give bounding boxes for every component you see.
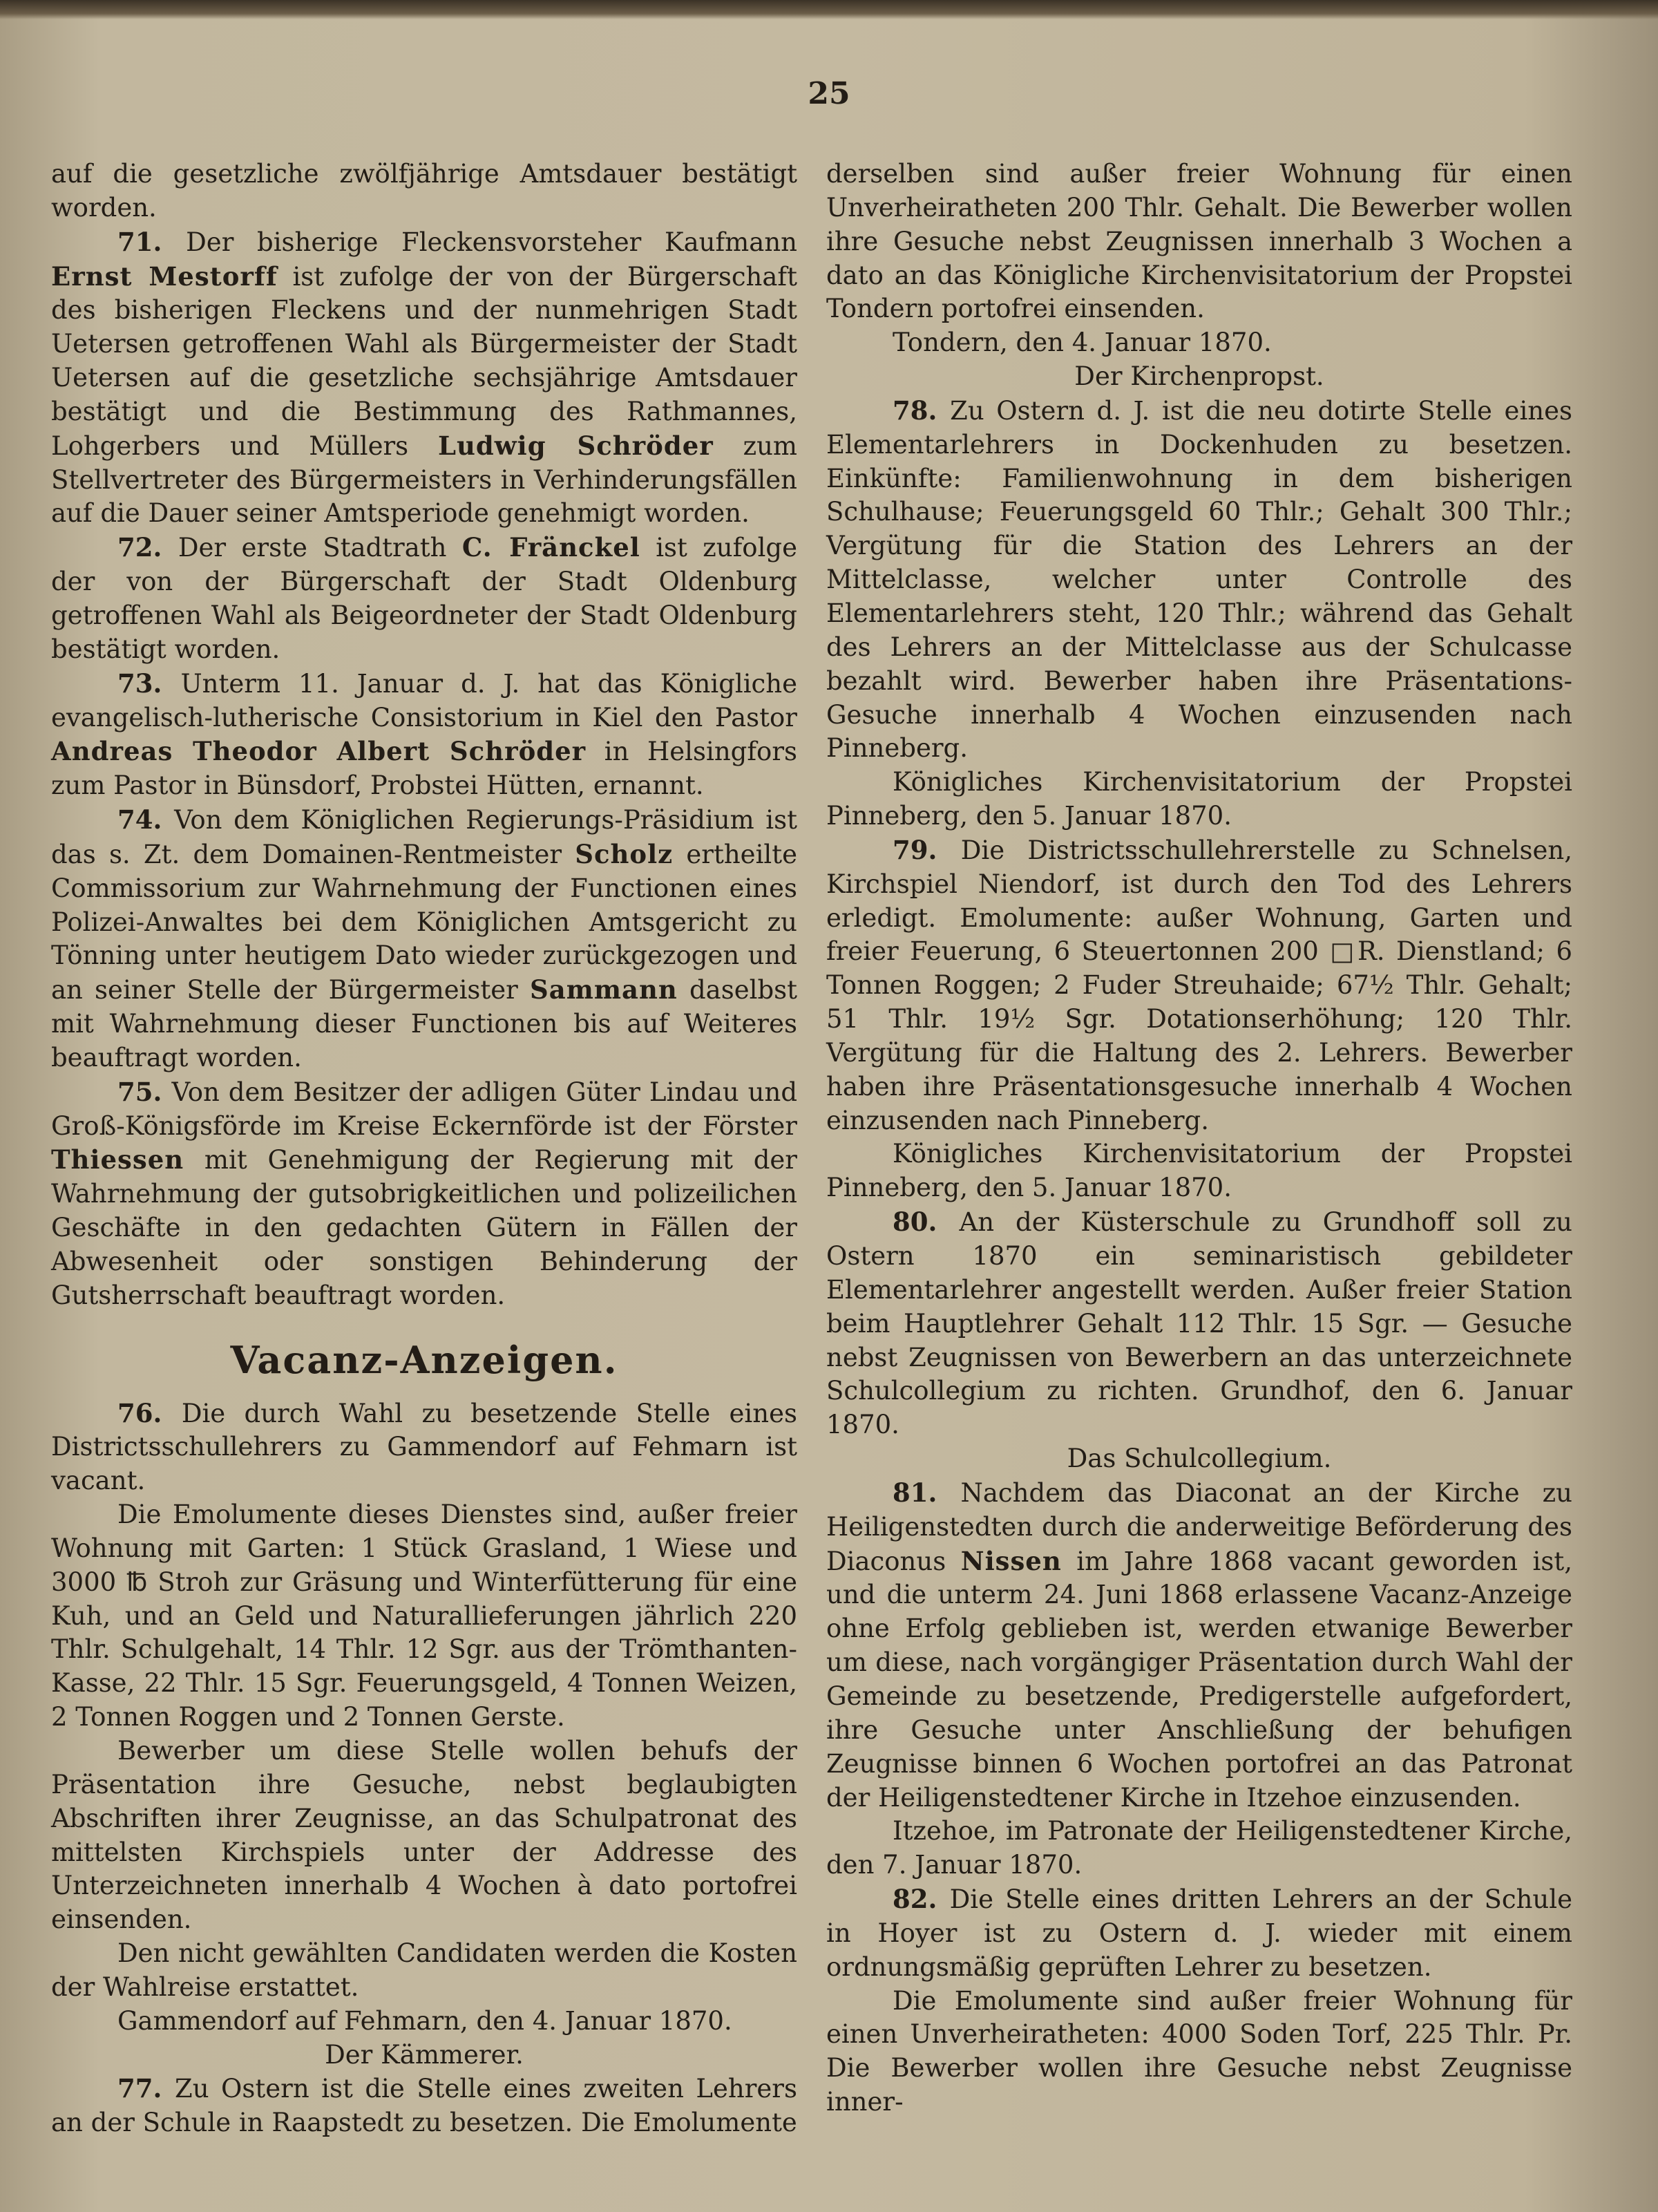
notice-entry bbox=[826, 1476, 1572, 1815]
paragraph: Itzehoe, im Patronate der Heiligenstedtener Kirche, den 7. Januar 1870. bbox=[826, 1816, 1572, 1880]
entry-text: im Jahre 1868 vacant geworden ist, und die unterm 24. Juni 1868 erlassene Vacanz-Anzeige ohne Erfolg geblieben ist, werden etwanige Bewerber um diese, nach vorgängiger Präsentation durch Wahl der Gemeinde zu besetzende, Predigerstelle aufgefordert, ihre Gesuche unter Anschließung der behufigen Zeugnisse binnen 6 Wochen portofrei an das Patronat der Heiligenstedtener Kirche in Itzehoe einzusenden. bbox=[826, 1546, 1572, 1813]
person-name: Sammann bbox=[530, 974, 678, 1005]
notice-entry bbox=[826, 1205, 1572, 1442]
person-name: Ludwig Schröder bbox=[438, 430, 714, 461]
entry-number: 79. bbox=[893, 834, 961, 865]
notice-entry bbox=[51, 225, 797, 531]
entry-text: Nachdem das Diaconat an der Kirche zu Heiligenstedten durch die anderweitige Beförderung des Diaconus bbox=[826, 1477, 1572, 1576]
notice-entry bbox=[51, 1075, 797, 1313]
entry-text: Die Stelle eines dritten Lehrers an der Schule in Hoyer ist zu Ostern d. J. wieder mit einem ordnungsmäßig geprüften Lehrer zu besetzen. bbox=[826, 1884, 1572, 1982]
entry-number: 81. bbox=[893, 1477, 961, 1508]
entry-number: 77. bbox=[117, 2073, 175, 2104]
notice-entry bbox=[51, 803, 797, 1075]
entry-text: Zu Ostern ist die Stelle eines zweiten Lehrers an der Schule in Raapstedt zu besetzen. Die Emolumente bbox=[51, 2074, 797, 2138]
place-date-line: Tondern, den 4. Januar 1870. bbox=[893, 328, 1272, 358]
paragraph: auf die gesetzliche zwölfjährige Amtsdauer bestätigt worden. bbox=[51, 159, 797, 223]
paragraph: Königliches Kirchenvisitatorium der Propstei Pinneberg, den 5. Januar 1870. bbox=[826, 767, 1572, 831]
right-column bbox=[826, 158, 1572, 2119]
notice-entry bbox=[826, 833, 1572, 1138]
entry-number: 78. bbox=[893, 395, 951, 426]
entry-text: An der Küsterschule zu Grundhoff soll zu Ostern 1870 ein seminaristisch gebildeter Elementarlehrer angestellt werden. Außer freier Station beim Hauptlehrer Gehalt 112 Thlr. 15 Sgr. — Gesuche nebst Zeugnissen von Bewerbern an das unterzeichnete Schulcollegium zu richten. Grundhof, den 6. Januar 1870. bbox=[826, 1207, 1572, 1440]
paragraph: Die Emolumente dieses Dienstes sind, außer freier Wohnung mit Garten: 1 Stück Grasland, 1 Wiese und 3000 ℔ Stroh zur Gräsung und Winterfütterung für eine Kuh, und an Geld und Naturallieferungen jährlich 220 Thlr. Schulgehalt, 14 Thlr. 12 Sgr. aus der Trömthanten-Kasse, 22 Thlr. 15 Sgr. Feuerungsgeld, 4 Tonnen Weizen, 2 Tonnen Roggen und 2 Tonnen Gerste. bbox=[51, 1500, 797, 1732]
notice-entry bbox=[51, 531, 797, 666]
page-number: 25 bbox=[808, 76, 850, 111]
person-name: Nissen bbox=[960, 1545, 1062, 1576]
entry-text: Der erste Stadtrath bbox=[178, 533, 462, 563]
entry-text: Zu Ostern d. J. ist die neu dotirte Stelle eines Elementarlehrers in Dockenhuden zu besetzen. Einkünfte: Familienwohnung in dem bisherigen Schulhause; Feuerungsgeld 60 Thlr.; Gehalt 300 Thlr.; Vergütung für die Station des Lehrers an der Mittelclasse, welcher unter Controlle des Elementarlehrers steht, 120 Thlr.; während das Gehalt des Lehrers an der Mittelclasse aus der Schulcasse bezahlt wird. Bewerber haben ihre Präsentations-Gesuche innerhalb 4 Wochen einzusenden nach Pinneberg. bbox=[826, 395, 1572, 764]
entry-text: ist zufolge der von der Bürgerschaft der Stadt Oldenburg getroffenen Wahl als Beigeordneter der Stadt Oldenburg bestätigt worden. bbox=[51, 533, 797, 664]
entry-number: 75. bbox=[117, 1076, 172, 1107]
person-name: Scholz bbox=[575, 838, 674, 869]
person-name: Andreas Theodor Albert Schröder bbox=[51, 736, 587, 767]
entry-number: 80. bbox=[893, 1207, 960, 1238]
entry-number: 76. bbox=[117, 1397, 182, 1428]
entry-text: ertheilte Commissorium zur Wahrnehmung der Functionen eines Polizei-Anwaltes bei dem Königlichen Amtsgericht zu Tönning unter heutigem Dato wieder zurückgezogen und an seiner Stelle der Bürgermeister bbox=[51, 839, 797, 1005]
notice-entry bbox=[51, 2072, 797, 2140]
paragraph: Bewerber um diese Stelle wollen behufs der Präsentation ihre Gesuche, nebst beglaubigten Abschriften ihrer Zeugnisse, an das Schulpatronat des mittelsten Kirchspiels unter der Addresse des Unterzeichneten innerhalb 4 Wochen à dato portofrei einsenden. bbox=[51, 1735, 797, 1935]
person-name: Ernst Mestorff bbox=[51, 261, 278, 292]
place-date-line: Gammendorf auf Fehmarn, den 4. Januar 1870. bbox=[117, 2005, 732, 2036]
entry-text: daselbst mit Wahrnehmung dieser Functionen bis auf Weiteres beauftragt worden. bbox=[51, 975, 798, 1072]
entry-text: Von dem Königlichen Regierungs-Präsidium ist das s. Zt. dem Domainen-Rentmeister bbox=[51, 805, 797, 869]
entry-number: 82. bbox=[893, 1884, 950, 1915]
entry-text: Der bisherige Fleckensvorsteher Kaufmann bbox=[186, 227, 797, 257]
entry-number: 72. bbox=[117, 532, 178, 563]
notice-entry bbox=[51, 667, 797, 803]
notice-entry bbox=[51, 1397, 797, 1499]
paragraph: Königliches Kirchenvisitatorium der Propstei Pinneberg, den 5. Januar 1870. bbox=[826, 1139, 1572, 1203]
page-top-edge bbox=[0, 0, 1658, 19]
paragraph: Den nicht gewählten Candidaten werden die Kosten der Wahlreise erstattet. bbox=[51, 1938, 797, 2002]
entry-text: Die durch Wahl zu besetzende Stelle eines Districtsschullehrers zu Gammendorf auf Fehmarn ist vacant. bbox=[51, 1398, 797, 1496]
person-name: Thiessen bbox=[51, 1144, 184, 1175]
entry-text: mit Genehmigung der Regierung mit der Wahrnehmung der gutsobrigkeitlichen und polizeilichen Geschäfte in den gedachten Gütern in Fällen der Abwesenheit oder sonstigen Behinderung der Gutsherrschaft beauftragt worden. bbox=[51, 1145, 797, 1310]
notice-entry bbox=[826, 394, 1572, 766]
entry-text: Unterm 11. Januar d. J. hat das Königliche evangelisch-lutherische Consistorium in Kiel den Pastor bbox=[51, 668, 797, 732]
paragraph: Die Emolumente sind außer freier Wohnung für einen Unverheiratheten: 4000 Soden Torf, 225 Thlr. Pr. Die Bewerber wollen ihre Gesuche nebst Zeugnisse inner- bbox=[826, 1985, 1572, 2117]
entry-text: ist zufolge der von der Bürgerschaft des bisherigen Fleckens und der nunmehrigen Stadt Uetersen getroffenen Wahl als Bürgermeister der Stadt Uetersen auf die gesetzliche sechsjährige Amtsdauer bestätigt und die Bestimmung des Rathmannes, Lohgerbers und Müllers bbox=[51, 261, 797, 461]
signature-line: Das Schulcollegium. bbox=[1067, 1444, 1332, 1474]
entry-text: in Helsingfors zum Pastor in Bünsdorf, Probstei Hütten, ernannt. bbox=[51, 737, 797, 801]
person-name: C. Fränckel bbox=[461, 532, 640, 563]
entry-number: 74. bbox=[117, 804, 175, 835]
entry-number: 73. bbox=[117, 668, 181, 699]
entry-text: zum Stellvertreter des Bürgermeisters in Verhinderungsfällen auf die Dauer seiner Amtsperiode genehmigt worden. bbox=[51, 431, 797, 529]
notice-entry bbox=[826, 1882, 1572, 1985]
signature-line: Der Kämmerer. bbox=[325, 2039, 524, 2070]
paragraph: derselben sind außer freier Wohnung für einen Unverheiratheten 200 Thlr. Gehalt. Die Bewerber wollen ihre Gesuche nebst Zeugnissen innerhalb 3 Wochen a dato an das Königliche Kirchenvisitatorium der Propstei Tondern portofrei einsenden. bbox=[826, 159, 1572, 324]
signature-line: Der Kirchenpropst. bbox=[1074, 361, 1324, 392]
entry-text: Die Districtsschullehrerstelle zu Schnelsen, Kirchspiel Niendorf, ist durch den Tod des Lehrers erledigt. Emolumente: außer Wohnung, Garten und freier Feuerung, 6 Steuertonnen 200 □R. Dienstland; 6 Tonnen Roggen; 2 Fuder Streuhaide; 67½ Thlr. Gehalt; 51 Thlr. 19½ Sgr. Dotationserhöhung; 120 Thlr. Vergütung für die Haltung des 2. Lehrers. Bewerber haben ihre Präsentationsgesuche innerhalb 4 Wochen einzusenden nach Pinneberg. bbox=[826, 835, 1572, 1135]
left-column bbox=[51, 158, 797, 2140]
entry-text: Von dem Besitzer der adligen Güter Lindau und Groß-Königsförde im Kreise Eckernförde ist der Förster bbox=[51, 1077, 797, 1141]
entry-number: 71. bbox=[117, 226, 187, 257]
section-heading: Vacanz-Anzeigen. bbox=[230, 1337, 618, 1382]
